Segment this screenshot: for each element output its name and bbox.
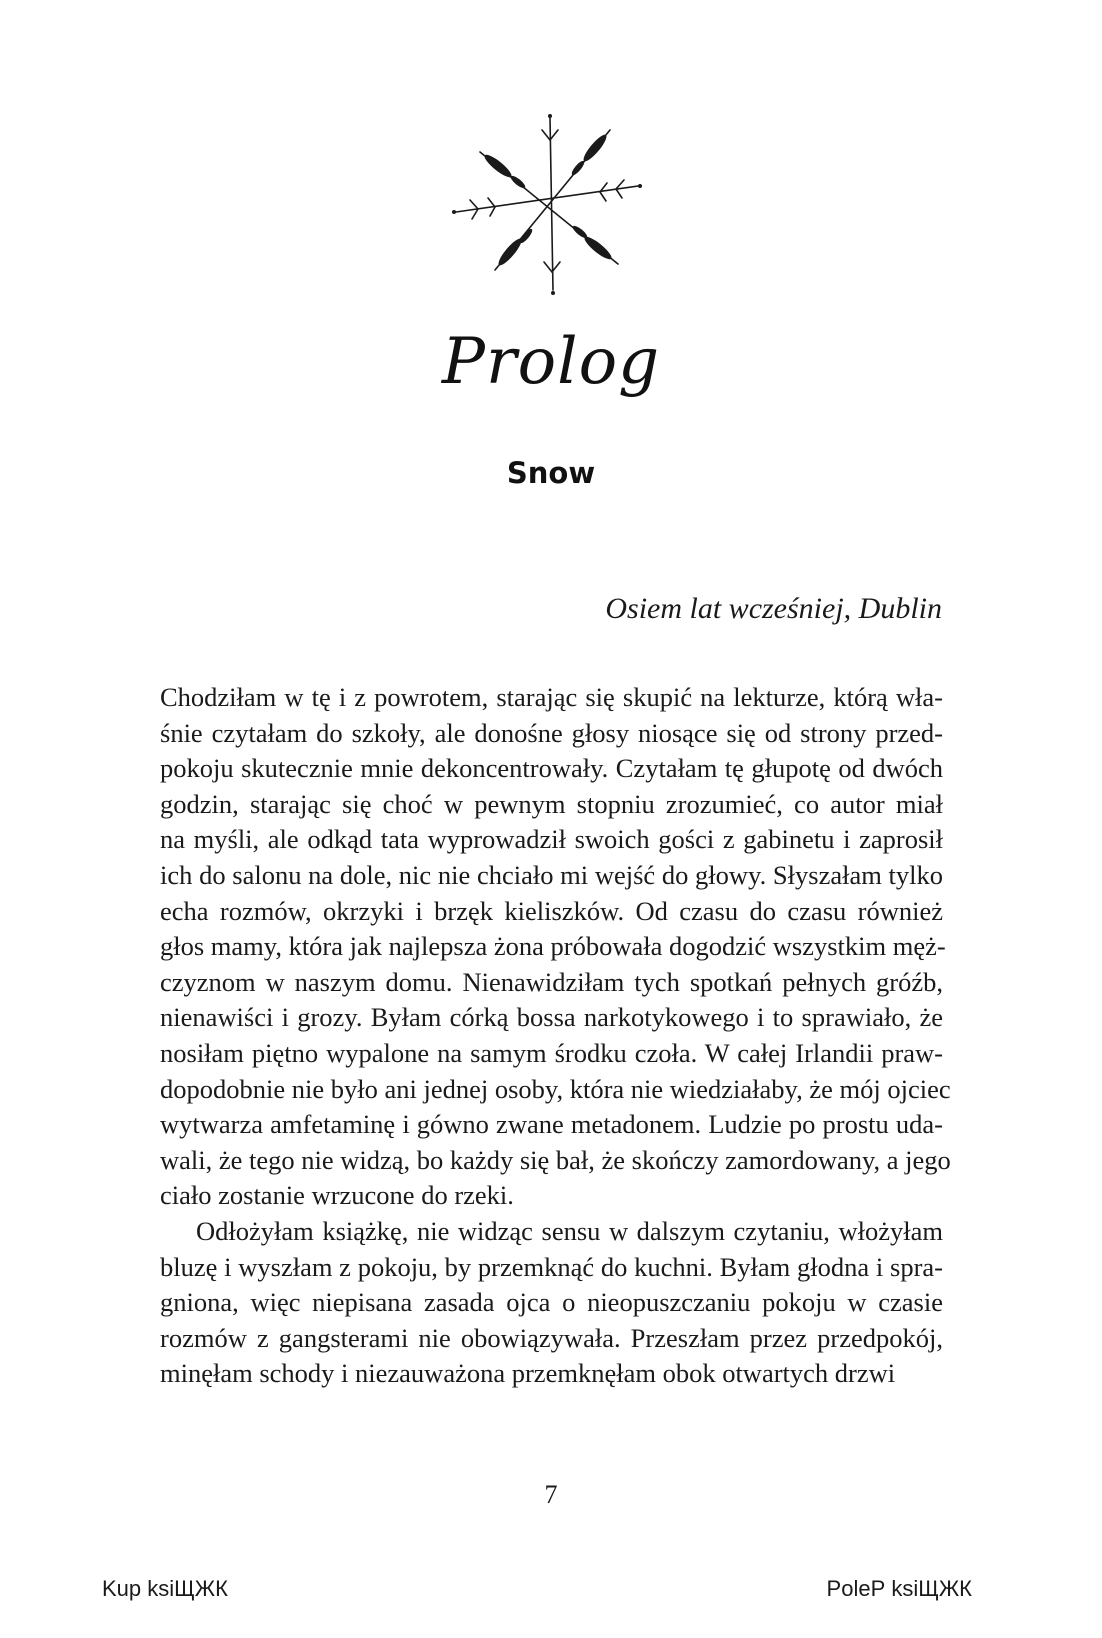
text-line: rozmów z gangsterami nie obowiązywała. Przeszłam przez przedpokój, [160, 1322, 943, 1353]
text-line: minęłam schody i niezauważona przemknęłam obok otwartych drzwi [160, 1358, 896, 1389]
footer-buy-link[interactable]: Kup ksiЩЖК [102, 1576, 228, 1601]
text-line: pokoju skutecznie mnie dekoncentrowały. Czytałam tę głupotę od dwóch [160, 753, 943, 784]
chapter-title: Prolog [441, 325, 661, 399]
footer-recommend-link[interactable]: PoleР ksiЩЖК [826, 1576, 972, 1601]
text-line: ich do salonu na dole, nic nie chciało mi wejść do głowy. Słyszałam tylko [160, 859, 943, 890]
chapter-dateline: Osiem lat wcześniej, Dublin [605, 592, 942, 625]
text-line: nienawiści i grozy. Byłam córką bossa narkotykowego i to sprawiało, że [160, 1002, 943, 1033]
text-line: ciało zostanie wrzucone do rzeki. [160, 1180, 514, 1211]
text-line: bluzę i wyszłam z pokoju, by przemknąć do kuchni. Byłam głodna i spra- [160, 1251, 943, 1282]
text-line: dopodobnie nie było ani jednej osoby, która nie wiedziałaby, że mój ojciec [160, 1073, 951, 1104]
snowflake-icon [450, 112, 650, 302]
text-line: czyznom w naszym domu. Nienawidziłam tych spotkań pełnych gróźb, [160, 966, 943, 997]
text-line: Chodziłam w tę i z powrotem, starając się skupić na lekturze, którą wła- [160, 682, 943, 712]
text-line: godzin, starając się choć w pewnym stopniu zrozumieć, co autor miał [160, 788, 943, 819]
text-line: nosiłam piętno wypalone na samym środku czoła. W całej Irlandii praw- [160, 1037, 943, 1068]
page-number: 7 [544, 1480, 558, 1509]
text-line: gniona, więc niepisana zasada ojca o nieopuszczaniu pokoju w czasie [160, 1287, 943, 1318]
text-line: na myśli, ale odkąd tata wyprowadził swoich gości z gabinetu i zaprosił [160, 824, 943, 855]
text-line: wytwarza amfetaminę i gówno zwane metadonem. Ludzie po prostu uda- [160, 1109, 943, 1140]
text-line: echa rozmów, okrzyki i brzęk kieliszków. Od czasu do czasu również [160, 895, 943, 926]
text-line: wali, że tego nie widzą, bo każdy się bał, że skończy zamordowany, a jego [160, 1144, 951, 1175]
text-line: głos mamy, która jak najlepsza żona próbowała dogodzić wszystkim męż- [160, 931, 946, 962]
chapter-subtitle: Snow [506, 456, 596, 490]
paragraph [160, 680, 951, 1214]
text-line: Odłożyłam książkę, nie widząc sensu w dalszym czytaniu, włożyłam [196, 1215, 943, 1246]
body-text [160, 680, 951, 1392]
text-line: śnie czytałam do szkoły, ale donośne głosy niosące się od strony przed- [160, 717, 943, 748]
paragraph [160, 1214, 943, 1392]
